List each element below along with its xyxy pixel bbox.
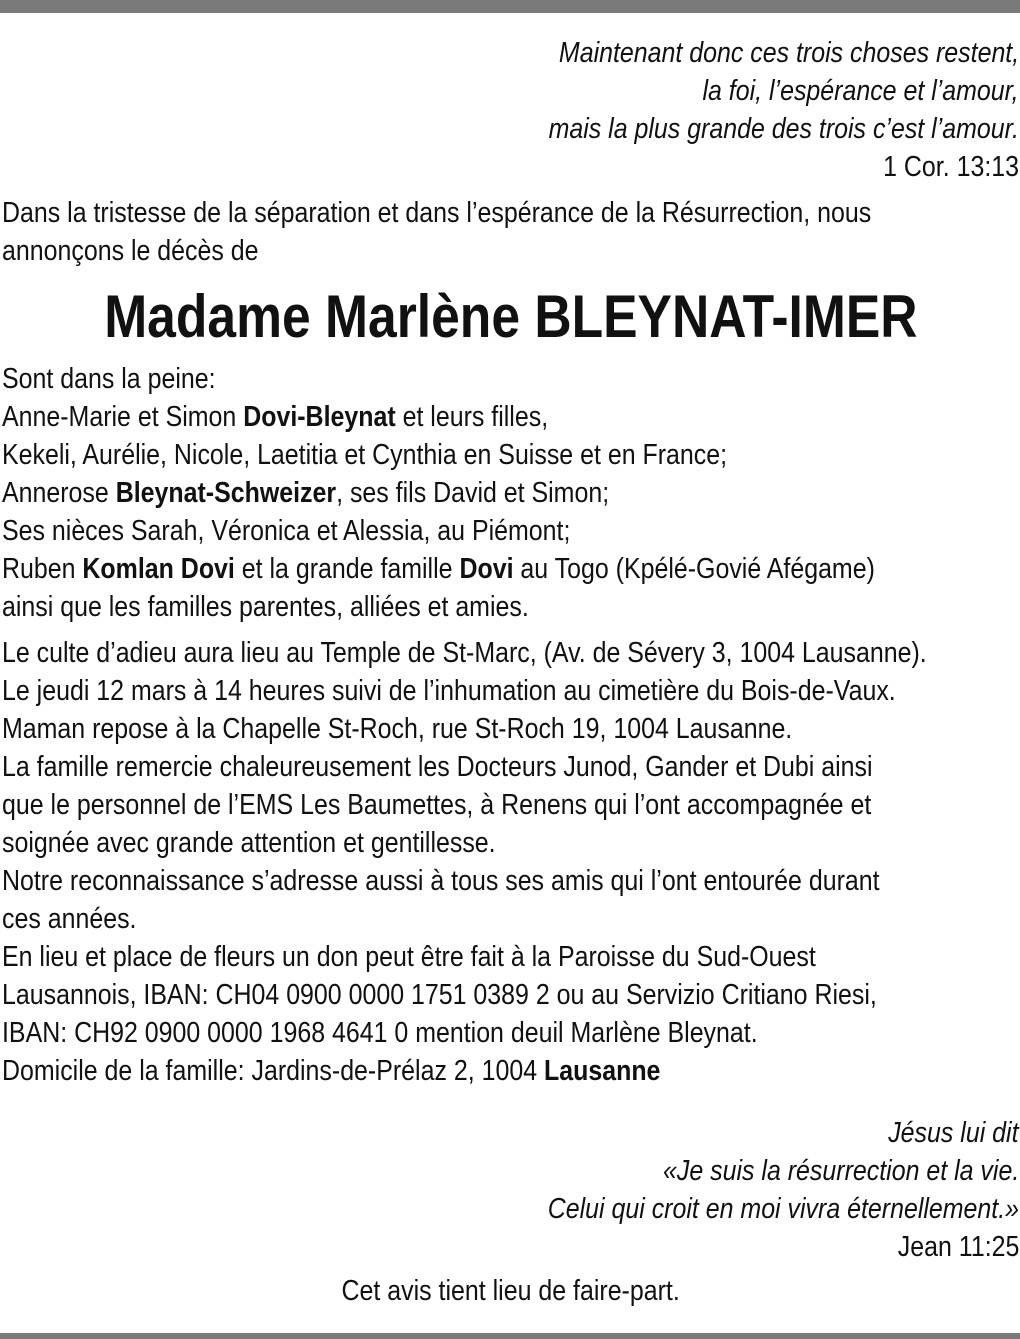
mourner-line: Ses nièces Sarah, Véronica et Alessia, au Piémont;	[2, 515, 571, 547]
verse-line: Celui qui croit en moi vivra éternellement.»	[547, 1193, 1019, 1225]
mourner-line: Ruben Komlan Dovi et la grande famille Dovi au Togo (Kpélé-Govié Afégame)	[2, 553, 875, 585]
mourner-line: Annerose Bleynat-Schweizer, ses fils David et Simon;	[2, 477, 610, 509]
family-domicile: Domicile de la famille: Jardins-de-Prélaz 2, 1004 Lausanne	[2, 1055, 661, 1087]
details-line: Le culte d’adieu aura lieu au Temple de St-Marc, (Av. de Sévery 3, 1004 Lausanne).	[2, 637, 927, 669]
epigraph-line: la foi, l’espérance et l’amour,	[702, 75, 1019, 107]
deceased-name: Madame Marlène BLEYNAT-IMER	[103, 283, 918, 350]
top-rule	[0, 0, 1020, 13]
details-line: IBAN: CH92 0900 0000 1968 4641 0 mention deuil Marlène Bleynat.	[2, 1017, 758, 1049]
intro-text: Dans la tristesse de la séparation et dans l’espérance de la Résurrection, nous annonçons le décès de	[2, 197, 872, 267]
verse-line: Jésus lui dit	[888, 1117, 1019, 1149]
ceremony-details	[2, 634, 1019, 1090]
mourners-list	[2, 360, 1019, 626]
mourner-line: ainsi que les familles parentes, alliées et amies.	[2, 591, 529, 623]
bottom-rule	[0, 1333, 1020, 1339]
closing-verse	[2, 1114, 1019, 1266]
epigraph-reference: 1 Cor. 13:13	[883, 151, 1019, 183]
details-line: que le personnel de l’EMS Les Baumettes, à Renens qui l’ont accompagnée et	[2, 789, 872, 821]
details-line: Maman repose à la Chapelle St-Roch, rue St-Roch 19, 1004 Lausanne.	[2, 713, 793, 745]
epigraph-line: mais la plus grande des trois c’est l’amour.	[548, 113, 1019, 145]
details-line: Lausannois, IBAN: CH04 0900 0000 1751 0389 2 ou au Servizio Critiano Riesi,	[2, 979, 877, 1011]
epigraph-line: Maintenant donc ces trois choses restent,	[558, 37, 1019, 69]
details-line: ces années.	[2, 903, 137, 935]
verse-line: «Je suis la résurrection et la vie.	[662, 1155, 1019, 1187]
details-line: Le jeudi 12 mars à 14 heures suivi de l’inhumation au cimetière du Bois-de-Vaux.	[2, 675, 896, 707]
verse-reference: Jean 11:25	[897, 1231, 1019, 1263]
epigraph	[2, 34, 1019, 186]
obituary-notice	[2, 34, 1019, 1310]
mourners-heading: Sont dans la peine:	[2, 363, 216, 395]
details-line: Notre reconnaissance s’adresse aussi à tous ses amis qui l’ont entourée durant	[2, 865, 880, 897]
details-line: La famille remercie chaleureusement les Docteurs Junod, Gander et Dubi ainsi	[2, 751, 873, 783]
details-line: En lieu et place de fleurs un don peut être fait à la Paroisse du Sud-Ouest	[2, 941, 816, 973]
mourner-line: Kekeli, Aurélie, Nicole, Laetitia et Cynthia en Suisse et en France;	[2, 439, 728, 471]
mourner-line: Anne-Marie et Simon Dovi-Bleynat et leurs filles,	[2, 401, 549, 433]
details-line: soignée avec grande attention et gentillesse.	[2, 827, 496, 859]
footer-note: Cet avis tient lieu de faire-part.	[341, 1275, 680, 1307]
